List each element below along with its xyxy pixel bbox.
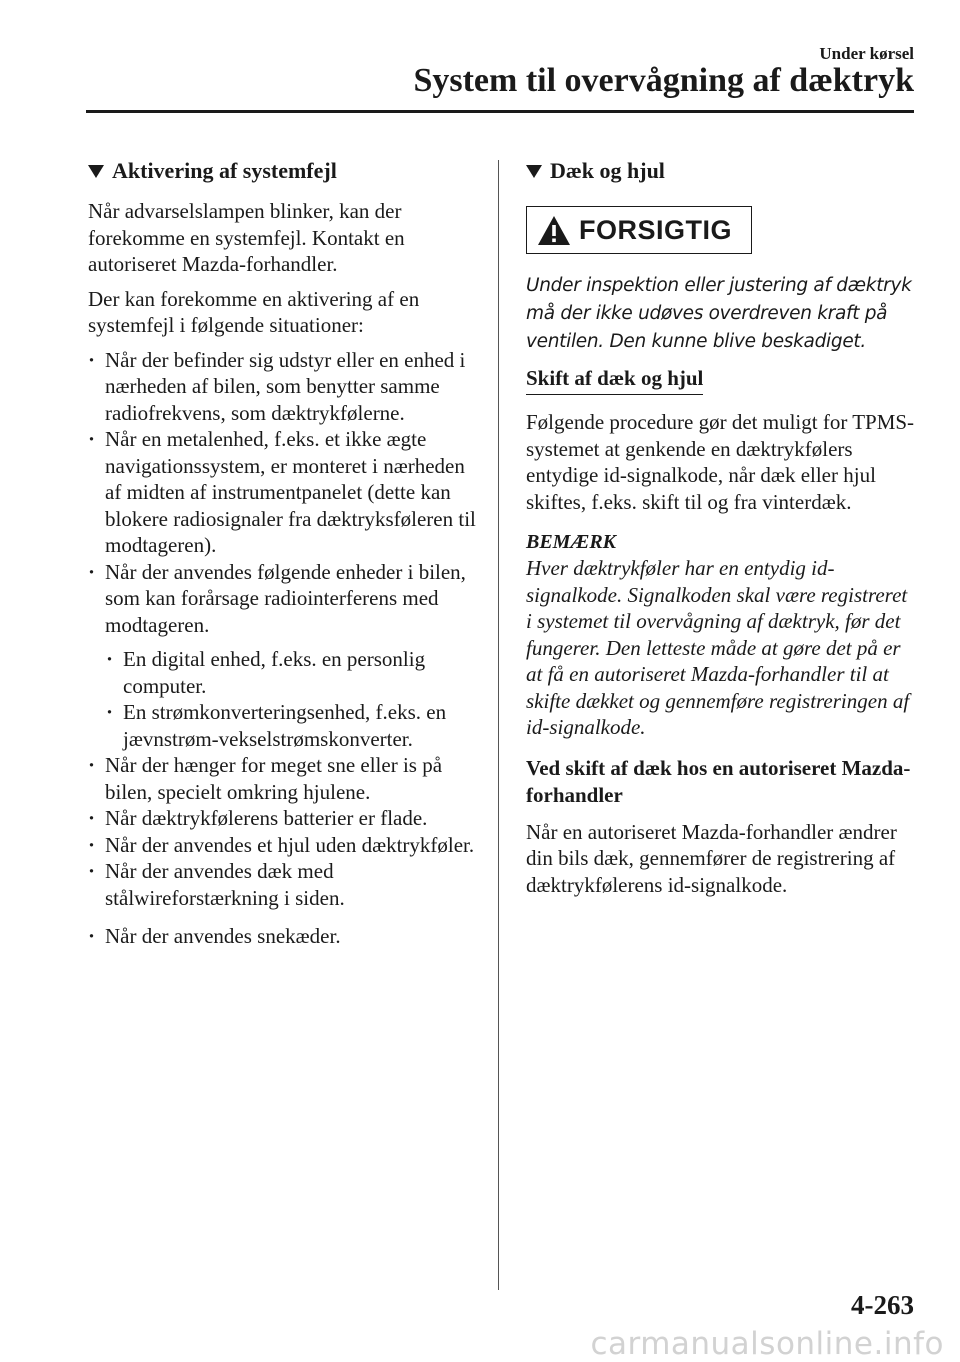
bold-heading: Ved skift af dæk hos en autoriseret Mazda-forhandler — [526, 755, 911, 807]
list-item: · En digital enhed, f.eks. en personlig computer. — [106, 646, 480, 699]
list-item: · En strømkonverteringsenhed, f.eks. en jævnstrøm-vekselstrømskonverter. — [106, 699, 480, 752]
section-heading — [88, 158, 480, 184]
list-item: · Når en metalenhed, f.eks. et ikke ægte navigationssystem, er monteret i nærheden af midten af instrumentpanelet (dette kan blokere radiosignaler fra dæktryksføleren til modtageren). — [88, 426, 480, 559]
caution-text: Under inspektion eller justering af dæktryk må der ikke udøves overdreven kraft på ventilen. Den kunne blive beskadiget. — [526, 275, 912, 352]
warning-icon — [537, 215, 571, 246]
page-title: System til overvågning af dæktryk — [413, 62, 914, 99]
section-heading — [526, 158, 916, 184]
list-item: · Når der anvendes snekæder. — [88, 923, 480, 950]
left-column — [88, 158, 480, 950]
list-item: · Når der anvendes et hjul uden dæktrykføler. — [88, 832, 480, 859]
triangle-down-icon — [88, 163, 104, 179]
situation-list — [88, 347, 480, 639]
section-heading-text: Dæk og hjul — [550, 158, 665, 183]
page-number: 4-263 — [851, 1290, 914, 1320]
list-item: · Når der hænger for meget sne eller is på bilen, specielt omkring hjulene. — [88, 752, 480, 805]
intro-paragraph: Der kan forekomme en aktivering af en systemfejl i følgende situationer: — [88, 286, 420, 337]
header-section-label: Under kørsel — [819, 44, 914, 63]
situation-list — [88, 923, 480, 950]
list-item: · Når der befinder sig udstyr eller en enhed i nærheden af bilen, som benytter samme radiofrekvens, som dæktrykfølerne. — [88, 347, 480, 427]
watermark: carmanualsonline.info — [590, 1326, 944, 1362]
caution-box — [526, 206, 752, 254]
triangle-down-icon — [526, 163, 542, 179]
dealer-paragraph: Når en autoriseret Mazda-forhandler ændrer din bils dæk, gennemfører de registrering af dæktrykfølerens id-signalkode. — [526, 819, 897, 897]
device-sublist — [88, 646, 480, 752]
situation-list — [88, 752, 480, 911]
section-heading-text: Aktivering af systemfejl — [112, 158, 337, 183]
list-item: · Når der anvendes dæk med stålwireforstærkning i siden. — [88, 858, 480, 911]
column-divider — [498, 160, 499, 1290]
subheading: Skift af dæk og hjul — [526, 366, 703, 395]
header-rule — [86, 110, 914, 113]
list-item: · Når der anvendes følgende enheder i bilen, som kan forårsage radiointerferens med modtageren. — [88, 559, 480, 639]
note-text: Hver dæktrykføler har en entydig id-signalkode. Signalkoden skal være registreret i systemet til overvågning af dæktryk, før det fungerer. Den letteste måde at gøre det på er at få en autoriseret Mazda-forhandler til at skifte dækket og gennemføre registreringen af id-signalkode. — [526, 556, 910, 739]
note-label: BEMÆRK — [526, 531, 617, 553]
right-column — [526, 158, 916, 906]
procedure-paragraph: Følgende procedure gør det muligt for TPMS-systemet at genkende en dæktrykfølers entydige id-signalkode, når dæk eller hjul skiftes, f.eks. skift til og fra vinterdæk. — [526, 410, 915, 514]
list-item: · Når dæktrykfølerens batterier er flade. — [88, 805, 480, 832]
intro-paragraph: Når advarselslampen blinker, kan der forekomme en systemfejl. Kontakt en autoriseret Mazda-forhandler. — [88, 199, 405, 276]
caution-label: FORSIGTIG — [579, 214, 732, 245]
